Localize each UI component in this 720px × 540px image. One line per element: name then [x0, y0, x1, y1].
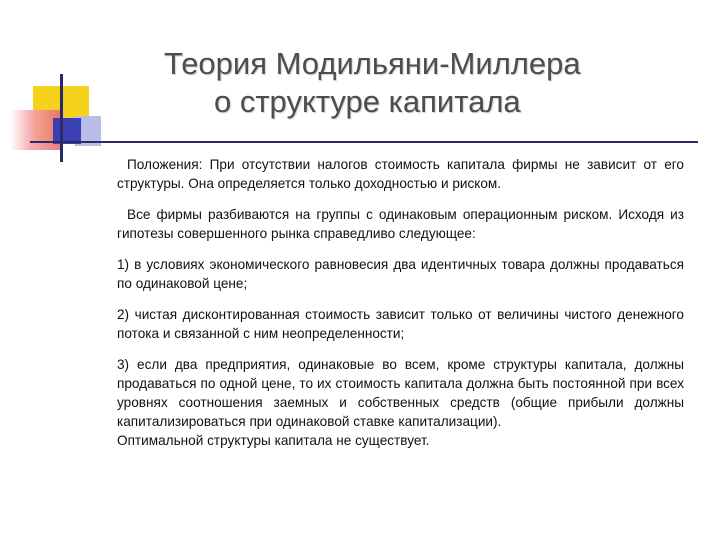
decorative-squares-logo — [0, 0, 110, 170]
slide-title — [130, 45, 690, 121]
vertical-rule — [60, 74, 63, 162]
paragraph-point-3: 3) если два предприятия, одинаковые во всем, кроме структуры капитала, должны продаваться по одной цене, то их стоимость капитала должна быть постоянной при всех уровнях соотношения заемных и собственных средств (общие прибыли должны капитализироваться при одинаковой ставке капитализации). — [117, 357, 684, 429]
title-line-2: о структуре капитала — [214, 84, 521, 119]
paragraph-point-1: 1) в условиях экономического равновесия два идентичных товара должны продаваться по одинаковой цене; — [117, 257, 684, 291]
paragraph-point-2: 2) чистая дисконтированная стоимость зависит только от величины чистого денежного потока и связанной с ним неопределенности; — [117, 307, 684, 341]
title-line-1: Теория Модильяни-Миллера — [164, 46, 581, 81]
slide-body — [117, 155, 684, 462]
paragraph-risk-groups: Все фирмы разбиваются на группы с одинаковым операционным риском. Исходя из гипотезы совершенного рынка справедливо следующее: — [117, 207, 684, 241]
paragraph-conclusion: Оптимальной структуры капитала не существует. — [117, 433, 430, 448]
title-underline — [30, 141, 698, 143]
paragraph-provisions: Положения: При отсутствии налогов стоимость капитала фирмы не зависит от его структуры. Она определяется только доходностью и риском. — [117, 157, 684, 191]
